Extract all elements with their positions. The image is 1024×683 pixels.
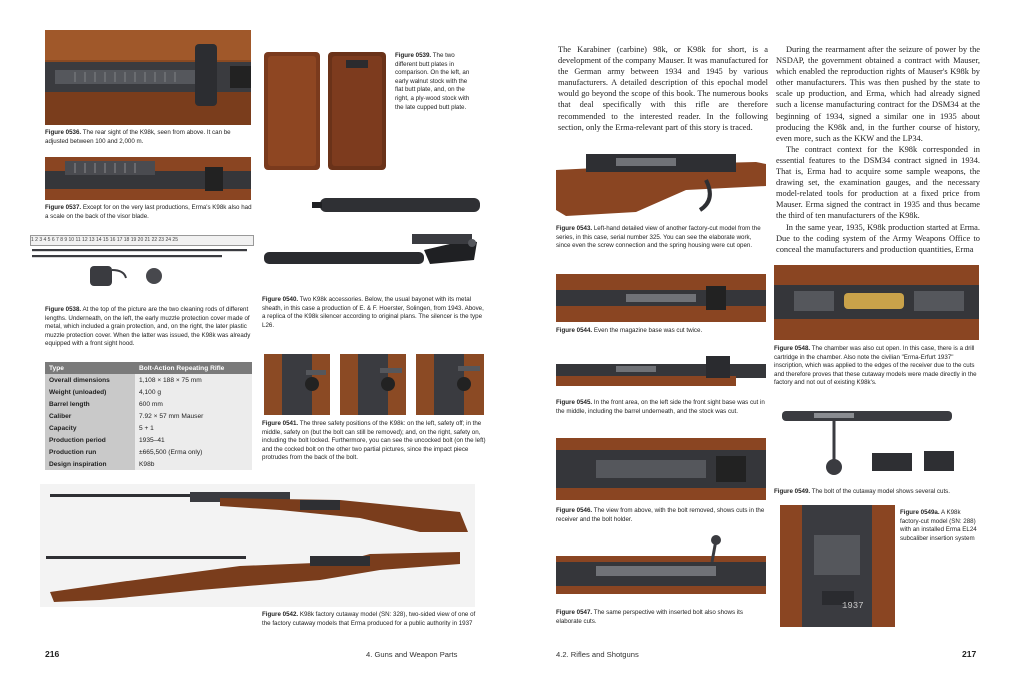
- right-running-footer: 4.2. Rifles and Shotguns: [556, 650, 639, 659]
- caption-fig-0536: Figure 0536. The rear sight of the K98k, seen from above. It can be adjusted between 100 and 2,000 m.: [45, 129, 231, 145]
- spec-header-key: Type: [45, 362, 135, 374]
- table-row: Overall dimensions 1,108 × 188 × 75 mm: [45, 374, 252, 386]
- photo-accessories: [262, 190, 487, 292]
- caption-fig-0538: Figure 0538. At the top of the picture are the two cleaning rods of different lengths. Underneath, on the left, the early muzzle protection cover made of metal, which included a grain protection, and, on the right, the later plastic muzzle protection cover. When the latter was issued, the K98k was already equipped with a front sight hood.: [45, 306, 251, 348]
- ruler: 1 2 3 4 5 6 7 8 9 10 11 12 13 14 15 16 17 18 19 20 21 22 23 24 25: [30, 235, 254, 246]
- photo-receiver-top-with-bolt: [556, 532, 766, 604]
- caption-fig-0543: Figure 0543. Left-hand detailed view of another factory-cut model from the series, in this case, serial number 325. You can see the elaborate work, since even the screw connection and the spring housing were cut open.: [556, 225, 761, 250]
- photo-safety-positions: [262, 352, 487, 417]
- photo-rear-sight-top: [45, 30, 251, 125]
- photo-bolt-cutaway: [774, 395, 979, 480]
- photo-front-sight-cut: [556, 350, 766, 395]
- photo-cleaning-rods: [30, 246, 252, 301]
- right-page-number: 217: [962, 649, 977, 659]
- caption-fig-0541: Figure 0541. The three safety positions of the K98k: on the left, safety off; in the middle, safety on (but the bolt can still be removed); and, on the right, safety on, including the bolt locked. Furthermore, you can see the uncocked bolt (on the left) and the cocked bolt on the other two partial pictures, since the impact piece protrudes from the back of the bolt.: [262, 420, 486, 462]
- caption-fig-0548: Figure 0548. The chamber was also cut open. In this case, there is a drill cartridge in the chamber. Also note the civilian "Erma-Erfurt 1937" inscription, which was applied to the edges of the receiver due to the cuts and therefore proves that these cutaway models were made directly in the factory and not out of existing K98k's.: [774, 345, 977, 387]
- table-row: Production period 1935–41: [45, 434, 252, 446]
- caption-fig-0544: Figure 0544. Even the magazine base was cut twice.: [556, 327, 703, 334]
- receiver-stamp: 1937: [842, 601, 864, 611]
- photo-subcaliber-insert: [780, 505, 895, 627]
- caption-fig-0540: Figure 0540. Two K98k accessories. Below, the usual bayonet with its metal sheath, in this case a production of E. & F. Hoerster, Solingen, from 1943. Above, a replica of the K98k silencer according to original plans. The silencer is the type L26.: [262, 296, 484, 329]
- caption-fig-0539: Figure 0539. The two different butt plates in comparison. On the left, an early walnut stock with the flat butt plate, and, on the right, a ply-wood stock with the late cupped butt plate.: [395, 52, 470, 111]
- caption-fig-0549: Figure 0549. The bolt of the cutaway model shows several cuts.: [774, 488, 950, 495]
- caption-fig-0542: Figure 0542. K98k factory cutaway model (SN: 328), two-sided view of one of the factory cutaway models that Erma produced for a public authority in 1937: [262, 611, 476, 627]
- caption-fig-0549a: Figure 0549a. A K98k factory-cut model (SN: 288) with an installed Erma EL24 subcaliber insertion system: [900, 509, 977, 542]
- history-text: During the rearmament after the seizure of power by the NSDAP, the government obtained a contract with Mauser, which enabled the reproduction rights of Mauser's K98k by other manufacturers. This was then pushed by the state to scale up production, and Erma, which had already signed such a license manufacturing contract for the DSM34 at the beginning of 1934, signed a similar one in 1935 about producing the K98k and, in the further course of history, even more, such as the KKW and the LP34. The contract context for the K98k corresponded in essential features to the DSM34 contract signed in 1934. That is, Erma had to acquire some sample weapons, the drawing set, the examination gauges, and the necessary model-related tools for production at a fixed price from Mauser. Erma signed the contract in 1935 and thus became the third of ten manufacturers of the K98k. In the same year, 1935, K98k production started at Erma. Due to the coding system of the Army Weapons Office to conceal the manufacturers and production quantities, Erma: [776, 45, 980, 254]
- spec-header-value: Bolt-Action Repeating Rifle: [135, 362, 252, 374]
- table-row: Barrel length 600 mm: [45, 398, 252, 410]
- caption-fig-0546: Figure 0546. The view from above, with the bolt removed, shows cuts in the receiver and the bolt holder.: [556, 507, 765, 523]
- table-row: Caliber 7.92 × 57 mm Mauser: [45, 410, 252, 422]
- photo-cutaway-sn325: [556, 140, 766, 220]
- spec-table-header: [45, 362, 252, 374]
- photo-chamber-drill-cartridge: [774, 265, 979, 340]
- table-row: Design inspiration K98b: [45, 458, 252, 470]
- caption-fig-0537: Figure 0537. Except for on the very last productions, Erma's K98k also had a scale on the back of the visor blade.: [45, 204, 252, 220]
- table-row: Production run ±665,500 (Erma only): [45, 446, 252, 458]
- spec-table: [45, 362, 252, 470]
- photo-butt-plates: [262, 50, 388, 175]
- intro-paragraph: The Karabiner (carbine) 98k, or K98k for short, is a development of the company Mauser. It was manufactured for the German army between 1934 and 1945 by various manufacturers. A detailed description of this epochal model would go beyond the scope of this book. The numerous books that deal specifically with this rifle are therefore recommended to the interested reader. In the following section, only the Erma-relevant part of this story is traced.: [558, 45, 768, 132]
- table-row: Weight (unloaded) 4,100 g: [45, 386, 252, 398]
- left-running-footer: 4. Guns and Weapon Parts: [366, 650, 458, 659]
- caption-fig-0547: Figure 0547. The same perspective with inserted bolt also shows its elaborate cuts.: [556, 609, 743, 625]
- photo-magazine-base: [556, 274, 766, 322]
- photo-receiver-top-no-bolt: [556, 438, 766, 500]
- left-page-number: 216: [45, 649, 60, 659]
- caption-fig-0545: Figure 0545. In the front area, on the left side the front sight base was cut in the middle, including the barrel underneath, and the stock was cut.: [556, 399, 765, 415]
- photo-visor-blade: [45, 157, 251, 200]
- photo-rifles-two-sided: [40, 484, 475, 607]
- table-row: Capacity 5 + 1: [45, 422, 252, 434]
